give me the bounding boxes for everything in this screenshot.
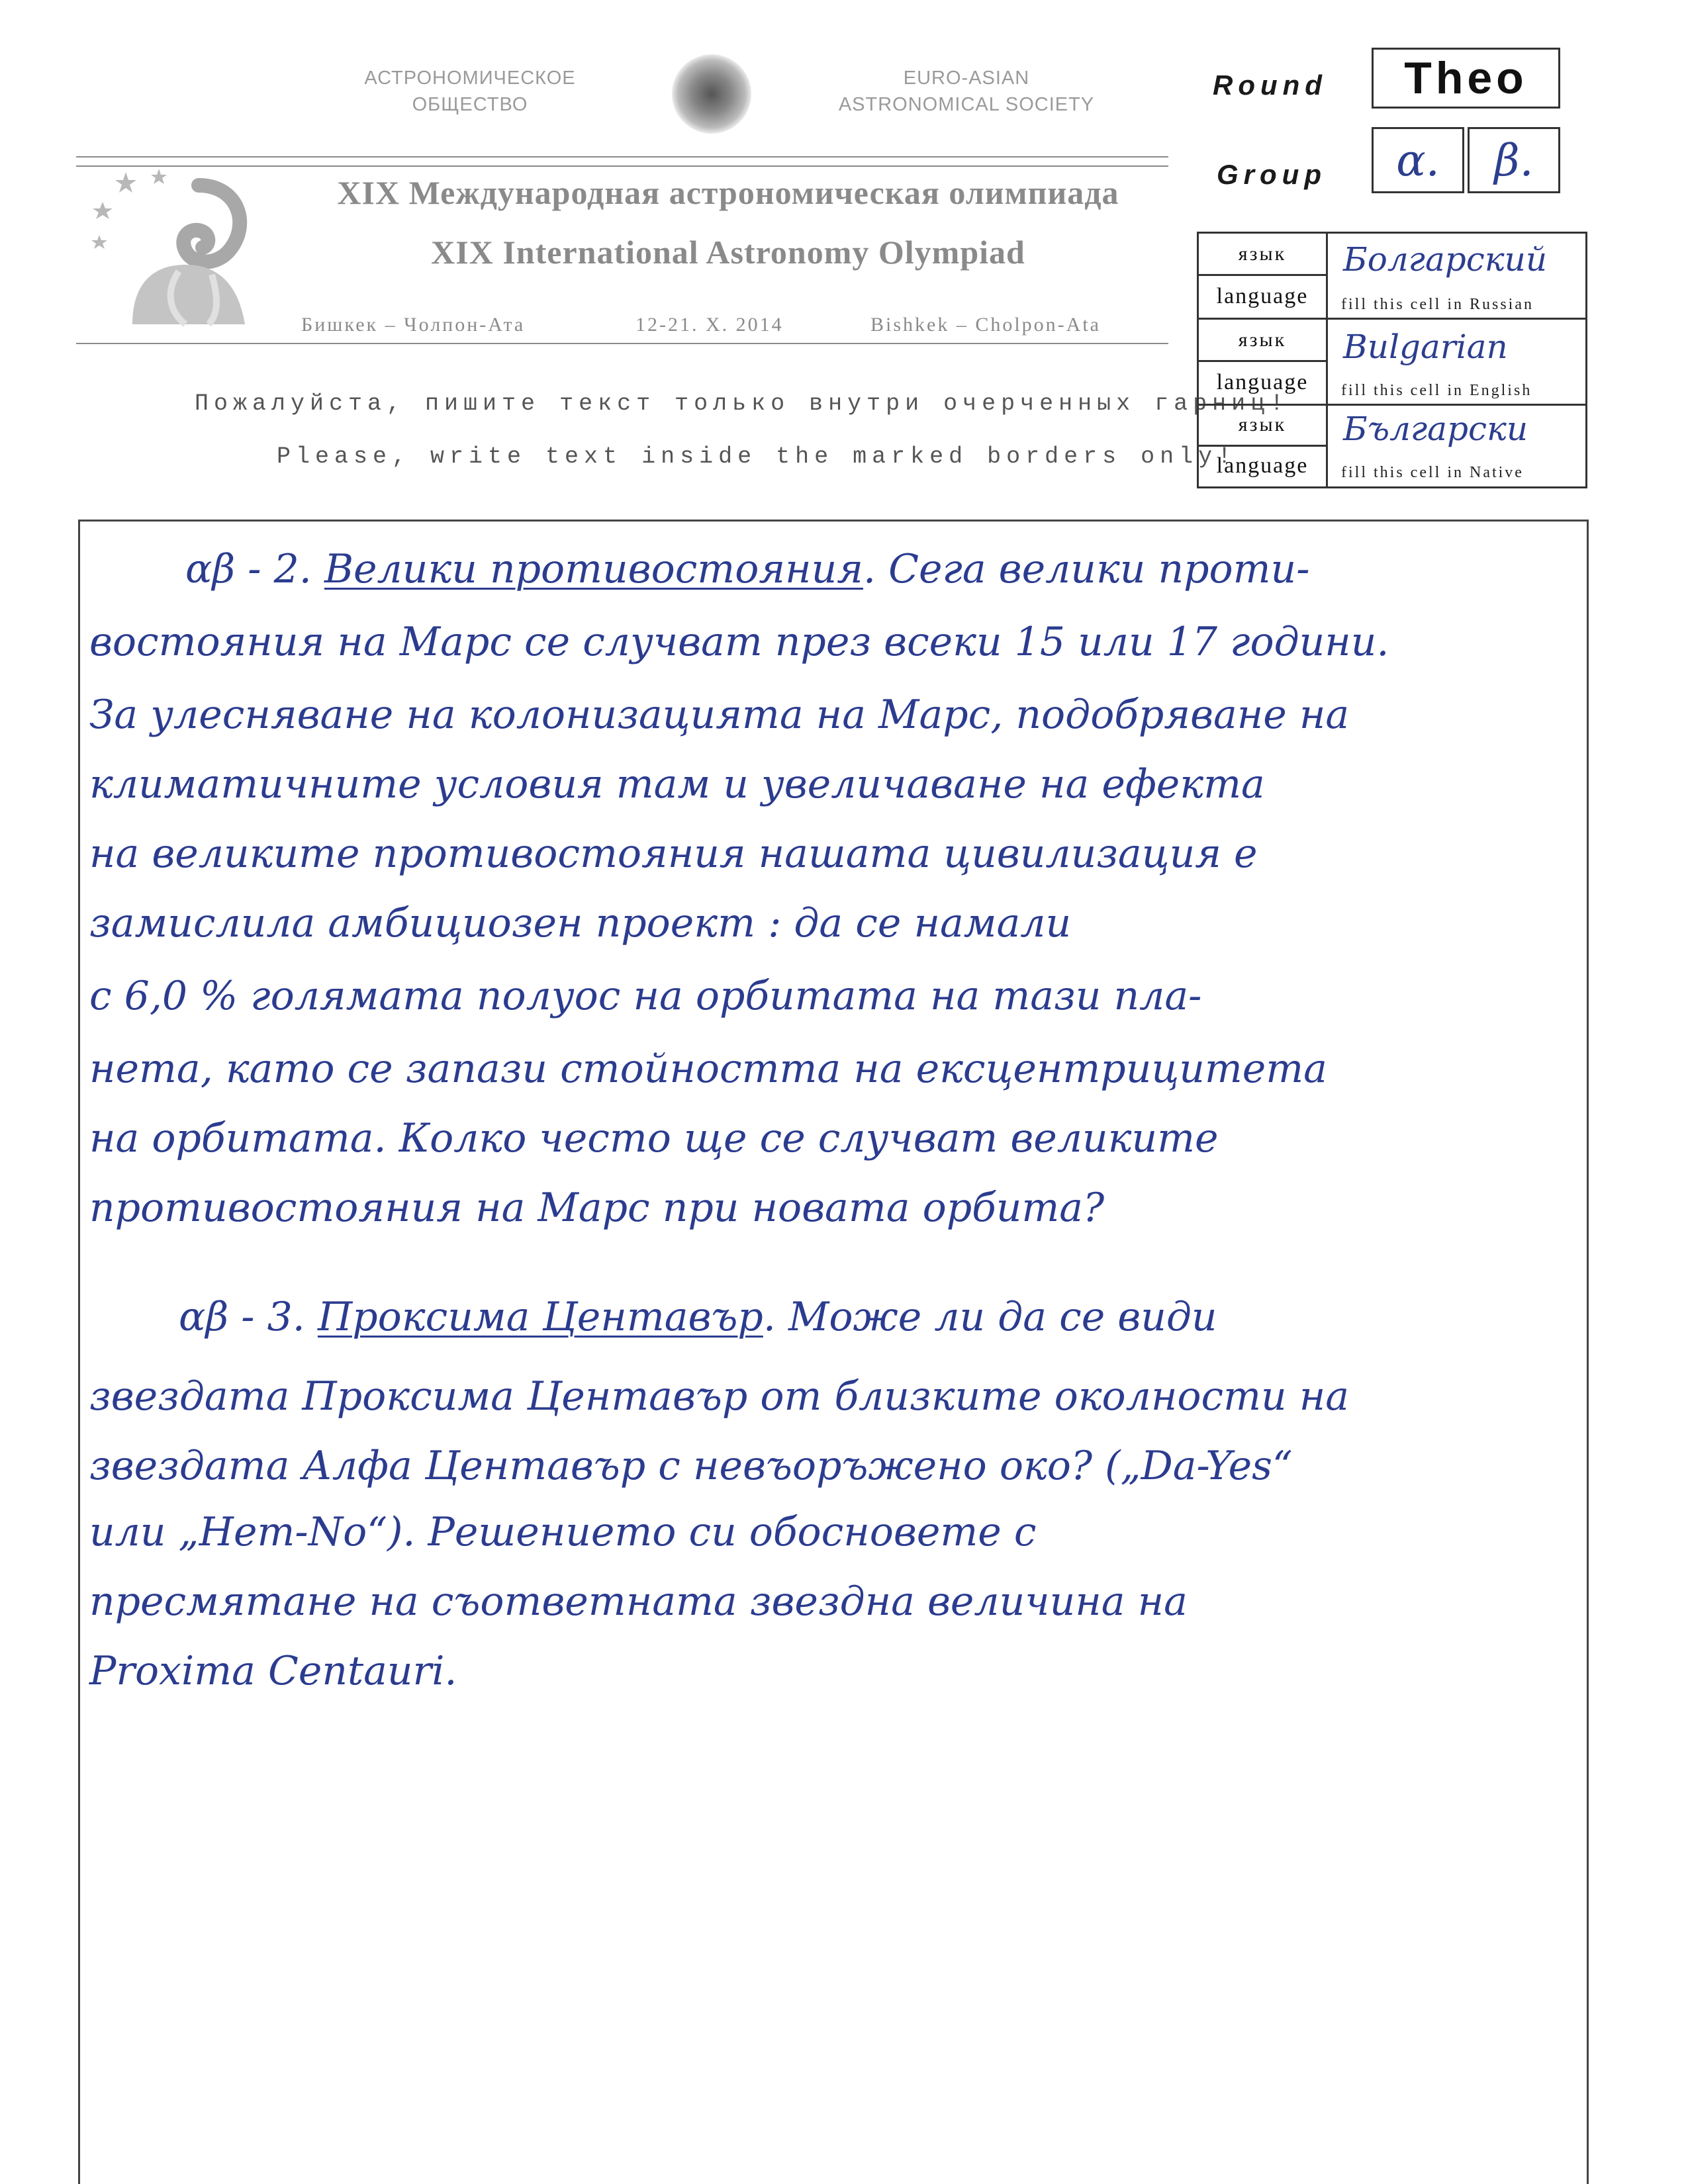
problem-2-line: климатичните условия там и увеличаване на ефекта <box>89 761 1265 807</box>
problem-3-line: звездата Алфа Центавър с невъоръжено око? („Da-Yes“ <box>89 1443 1293 1489</box>
group-value-1: α. <box>1396 134 1440 186</box>
olympiad-title-ru: XIX Международная астрономическая олимпиада <box>337 174 1119 211</box>
language-table <box>1197 232 1587 488</box>
society-en-line-2: ASTRONOMICAL SOCIETY <box>838 94 1095 115</box>
olympiad-title-en: XIX International Astronomy Olympiad <box>431 234 1025 271</box>
instruction-en: Please, write text inside the marked borders only! <box>277 443 1237 470</box>
yazyk-label: язык <box>1238 243 1287 265</box>
problem-2-line: на великите противостояния нашата цивилизация е <box>89 831 1258 877</box>
round-label: Round <box>1213 69 1327 101</box>
language-value-native: Български <box>1343 410 1528 448</box>
yazyk-cell <box>1199 234 1328 276</box>
language-row-native <box>1199 406 1585 486</box>
problem-3-line: Proxima Centauri. <box>89 1648 457 1694</box>
instruction-ru: Пожалуйста, пишите текст только внутри очерченных гарниц! <box>195 390 1289 417</box>
yazyk-label: язык <box>1238 329 1287 351</box>
language-hint-en: fill this cell in English <box>1341 382 1532 399</box>
problem-2-title: Велики противостояния <box>324 546 863 592</box>
group-field-2 <box>1468 127 1560 193</box>
language-label: language <box>1216 370 1309 394</box>
language-label: language <box>1216 284 1309 308</box>
problem-2-heading <box>185 546 1309 592</box>
group-field-1 <box>1372 127 1464 193</box>
society-logo-icon <box>672 54 751 134</box>
language-hint-native: fill this cell in Native <box>1341 464 1524 481</box>
yazyk-cell <box>1199 406 1328 447</box>
society-name-en <box>801 65 1132 118</box>
society-name-ru <box>318 65 622 118</box>
language-value-ru: Болгарский <box>1343 240 1548 279</box>
olympiad-emblem-icon <box>86 165 258 331</box>
language-hint-ru: fill this cell in Russian <box>1341 296 1534 313</box>
problem-2-line: востояния на Марс се случват през всеки 15 или 17 години. <box>89 619 1389 665</box>
problem-3-number: αβ - 3. <box>179 1294 318 1340</box>
language-label: language <box>1216 453 1309 478</box>
location-en: Bishkek – Cholpon-Ata <box>870 314 1101 336</box>
olympiad-dates: 12-21. X. 2014 <box>635 314 784 336</box>
problem-3-line: или „Нет-No“). Решението си обосновете с <box>89 1509 1037 1555</box>
society-ru-line-1: АСТРОНОМИЧЕСКОЕ <box>364 68 576 89</box>
problem-2-line: замислила амбициозен проект : да се намали <box>89 900 1072 946</box>
problem-2-line: с 6,0 % голямата полуос на орбитата на тази пла- <box>89 973 1202 1019</box>
language-row-ru <box>1199 234 1585 320</box>
problem-3-title: Проксима Центавър <box>317 1294 763 1340</box>
round-value: Theo <box>1404 53 1528 103</box>
problem-3-heading <box>179 1294 1217 1340</box>
problem-2-line: За улесняване на колонизацията на Марс, подобряване на <box>89 692 1350 738</box>
language-row-en <box>1199 320 1585 406</box>
language-cell <box>1199 362 1328 404</box>
round-field <box>1372 48 1560 109</box>
language-value-en: Bulgarian <box>1343 328 1508 366</box>
problem-2-text-start: . Сега велики проти- <box>863 546 1310 592</box>
problem-2-number: αβ - 2. <box>185 546 324 592</box>
location-ru: Бишкек – Чолпон-Ата <box>301 314 526 336</box>
problem-3-line: пресмятане на съответната звездна величина на <box>89 1578 1188 1625</box>
language-cell <box>1199 447 1328 486</box>
society-ru-line-2: ОБЩЕСТВО <box>412 94 528 115</box>
header-rule-bottom <box>76 343 1168 344</box>
yazyk-label: язык <box>1238 414 1287 435</box>
group-label: Group <box>1217 159 1327 190</box>
problem-3-text-start: . Може ли да се види <box>763 1294 1217 1340</box>
society-en-line-1: EURO-ASIAN <box>903 68 1030 89</box>
problem-2-line: нета, като се запази стойността на ексцентрицитета <box>89 1046 1327 1092</box>
problem-2-line: противостояния на Марс при новата орбита? <box>89 1185 1105 1231</box>
yazyk-cell <box>1199 320 1328 362</box>
group-value-2: β. <box>1494 134 1534 186</box>
language-cell <box>1199 276 1328 318</box>
problem-2-line: на орбитата. Колко често ще се случват великите <box>89 1115 1219 1161</box>
header-rule-top <box>76 156 1168 158</box>
problem-3-line: звездата Проксима Центавър от близките околности на <box>89 1373 1350 1420</box>
